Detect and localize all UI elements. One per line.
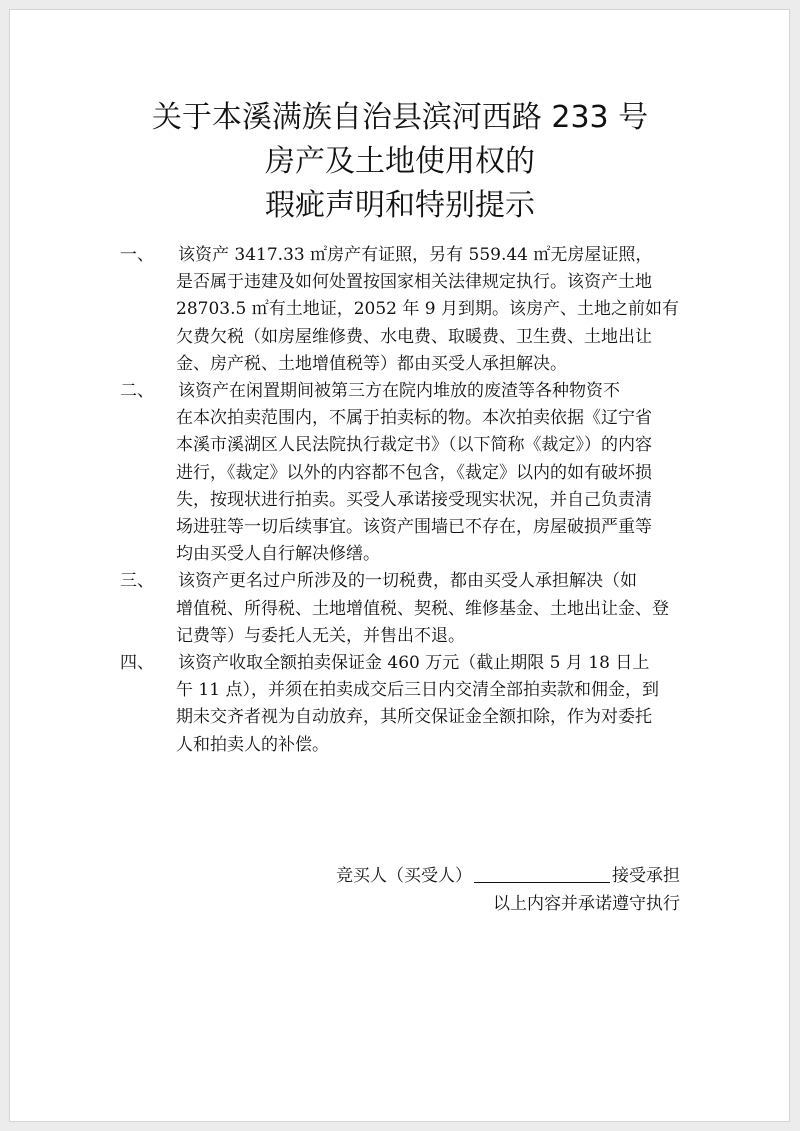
clause-line: 本溪市溪湖区人民法院执行裁定书》（以下简称《裁定》）的内容 xyxy=(176,435,652,456)
clause-line: 场进驻等一切后续事宜。该资产围墙已不存在，房屋破损严重等 xyxy=(176,517,652,538)
clause-line: 记费等）与委托人无关，并售出不退。 xyxy=(176,625,465,646)
signature-prefix: 竞买人（买受人） xyxy=(336,866,472,886)
clause-line: 该资产收取全额拍卖保证金 460 万元（截止期限 5 月 18 日上 xyxy=(178,653,650,674)
signature-blank[interactable] xyxy=(474,864,610,883)
title-line-1: 关于本溪满族自治县滨河西路 233 号 xyxy=(151,100,649,135)
signature-block xyxy=(336,862,680,918)
clause-line: 28703.5 ㎡有土地证，2052 年 9 月到期。该房产、土地之前如有 xyxy=(176,299,679,320)
document-body xyxy=(120,242,690,759)
clause-number: 一、 xyxy=(120,245,154,265)
signature-line-1 xyxy=(336,862,680,890)
clause-line: 该资产在闲置期间被第三方在院内堆放的废渣等各种物资不 xyxy=(178,381,620,402)
clause-number: 二、 xyxy=(120,381,154,402)
clause-line: 进行，《裁定》以外的内容都不包含，《裁定》以内的如有破坏损 xyxy=(176,462,652,483)
clause-2 xyxy=(120,378,690,568)
clause-line: 在本次拍卖范围内，不属于拍卖标的物。本次拍卖依据《辽宁省 xyxy=(176,408,652,429)
signature-line-2: 以上内容并承诺遵守执行 xyxy=(493,894,680,914)
title-line-2: 房产及土地使用权的 xyxy=(265,144,535,179)
clause-line: 均由买受人自行解决修缮。 xyxy=(176,544,380,565)
clause-line: 午 11 点），并须在拍卖成交后三日内交清全部拍卖款和佣金，到 xyxy=(176,680,659,701)
clause-3 xyxy=(120,568,690,650)
clause-line: 增值税、所得税、土地增值税、契税、维修基金、土地出让金、登 xyxy=(176,598,669,619)
title-line-3: 瑕疵声明和特别提示 xyxy=(265,188,535,223)
clause-1 xyxy=(120,242,690,378)
clause-line: 该资产更名过户所涉及的一切税费，都由买受人承担解决（如 xyxy=(178,571,637,592)
clause-number: 四、 xyxy=(120,653,154,674)
clause-4 xyxy=(120,650,690,759)
clause-line: 期未交齐者视为自动放弃，其所交保证金全额扣除，作为对委托 xyxy=(176,707,652,728)
document-title xyxy=(0,96,800,228)
signature-suffix: 接受承担 xyxy=(612,866,680,886)
clause-line: 该资产 3417.33 ㎡房产有证照，另有 559.44 ㎡无房屋证照， xyxy=(178,245,653,265)
clause-line: 金、房产税、土地增值税等）都由买受人承担解决。 xyxy=(176,353,567,374)
clause-line: 欠费欠税（如房屋维修费、水电费、取暖费、卫生费、土地出让 xyxy=(176,326,652,347)
clause-line: 是否属于违建及如何处置按国家相关法律规定执行。该资产土地 xyxy=(176,272,652,293)
clause-number: 三、 xyxy=(120,571,154,592)
clause-line: 人和拍卖人的补偿。 xyxy=(176,734,329,755)
clause-line: 失，按现状进行拍卖。买受人承诺接受现实状况，并自己负责清 xyxy=(176,489,652,510)
